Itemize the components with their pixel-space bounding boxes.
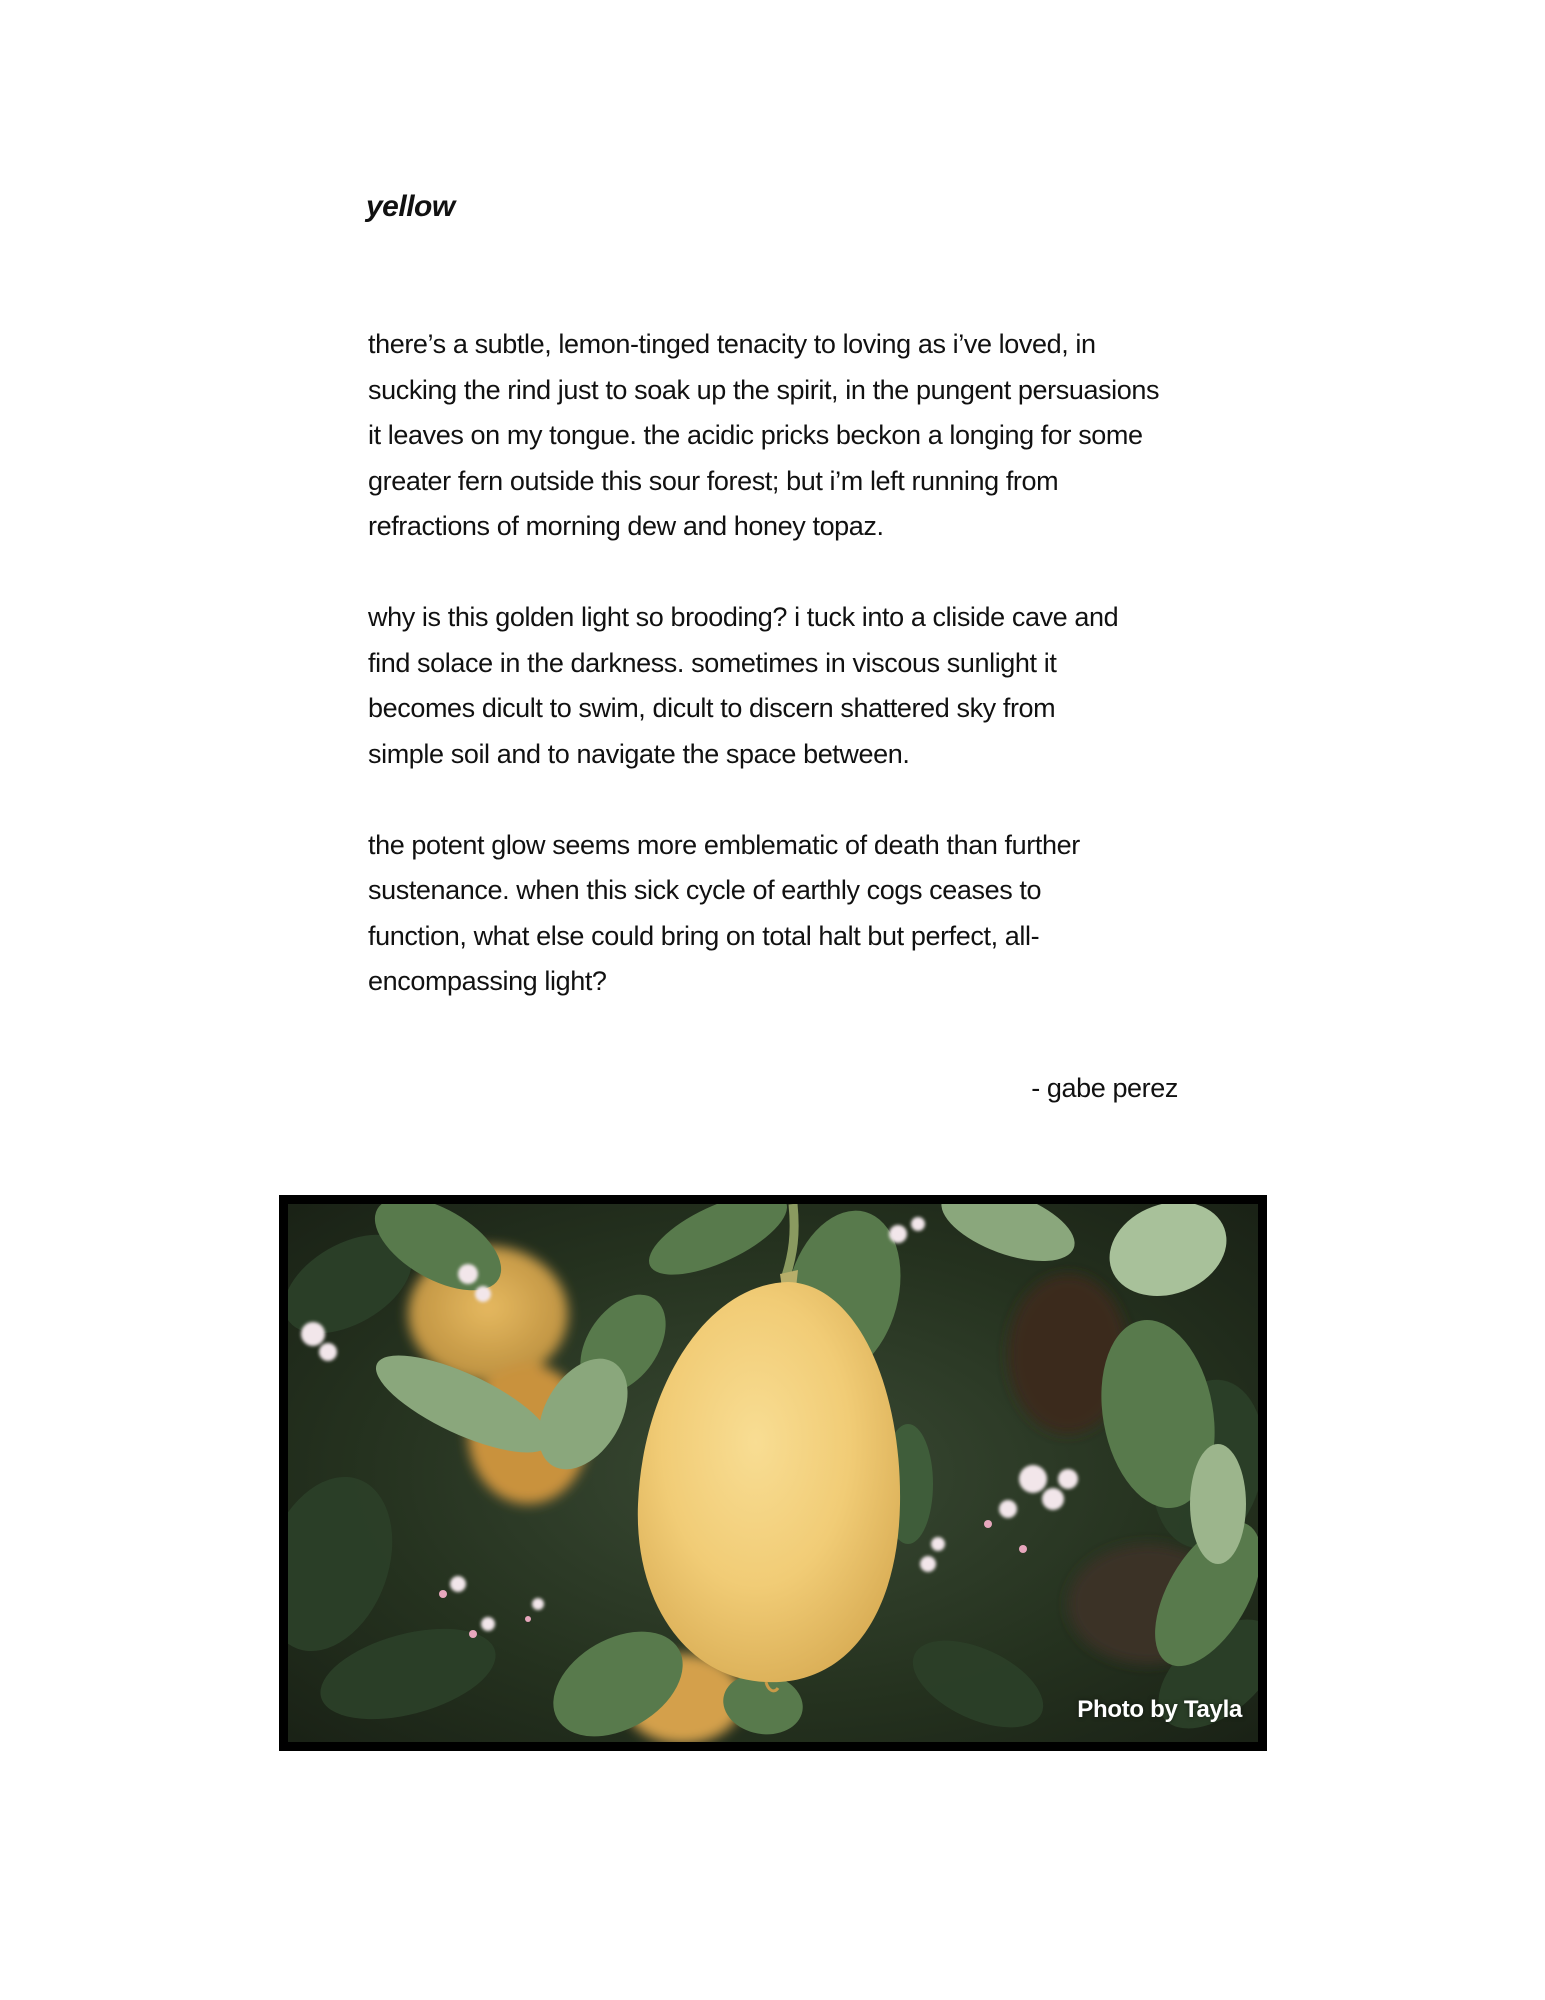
stanza-2 (368, 595, 1198, 777)
lemon-photo (288, 1204, 1258, 1742)
photo-credit: Photo by Tayla (1077, 1696, 1242, 1723)
poem-line: the potent glow seems more emblematic of death than further (368, 829, 1080, 860)
stanza-3 (368, 823, 1198, 1005)
poem-author: - gabe perez (1031, 1073, 1178, 1103)
lemon-tree-illustration (288, 1204, 1258, 1742)
poem-title: yellow (366, 190, 455, 223)
poem-line: refractions of morning dew and honey topaz. (368, 511, 884, 541)
poem-line: encompassing light? (368, 966, 607, 996)
poem-line: why is this golden light so brooding? i tuck into a cliside cave and (368, 602, 1119, 632)
poem-line: find solace in the darkness. sometimes in viscous sunlight it (368, 647, 1057, 678)
photo-frame (279, 1195, 1267, 1751)
poem-line: it leaves on my tongue. the acidic pricks beckon a longing for some (368, 420, 1143, 450)
poem-line: function, what else could bring on total halt but perfect, all- (368, 920, 1040, 951)
poem-line: becomes dicult to swim, dicult to discern shattered sky from (368, 693, 1056, 723)
poem-line: there’s a subtle, lemon-tinged tenacity to loving as i’ve loved, in (368, 329, 1096, 359)
poem-line: simple soil and to navigate the space between. (368, 738, 910, 769)
poem-line: sucking the rind just to soak up the spirit, in the pungent persuasions (368, 374, 1160, 405)
stanza-1 (368, 322, 1198, 550)
poem-line: greater fern outside this sour forest; but i’m left running from (368, 465, 1059, 496)
poem-body (368, 322, 1198, 1050)
poem-line: sustenance. when this sick cycle of earthly cogs ceases to (368, 875, 1042, 905)
